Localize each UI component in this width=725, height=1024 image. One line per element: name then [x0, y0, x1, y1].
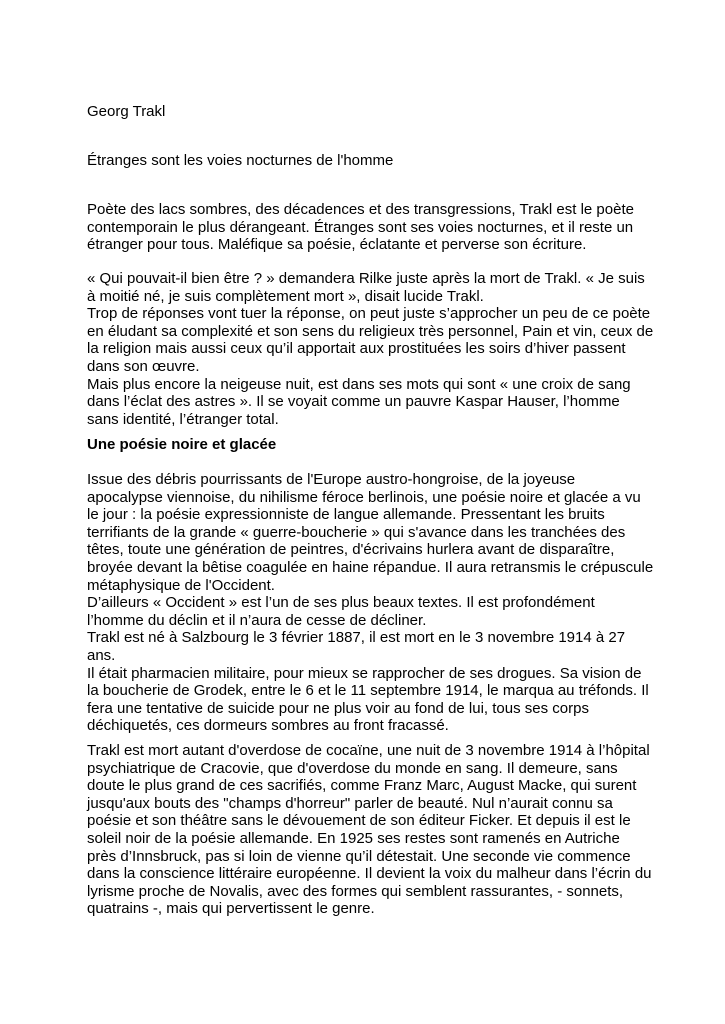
text-line: lyrisme proche de Novalis, avec des formes qui semblent rassurantes, - sonnets, [87, 882, 624, 900]
text-line: Trop de réponses vont tuer la réponse, on peut juste s’approcher un peu de ce poète [87, 305, 651, 323]
text-line: fera une tentative de suicide pour ne plus voir au fond de lui, tous ses corps [87, 699, 589, 717]
text-line: en éludant sa complexité et son sens du religieux très personnel, Pain et vin, ceux de [87, 322, 654, 340]
text-line: psychiatrique de Cracovie, que d'overdose du monde en sang. Il demeure, sans [87, 759, 618, 777]
intro-paragraph [87, 201, 687, 254]
text-line: Trakl est mort autant d'overdose de cocaïne, une nuit de 3 novembre 1914 à l’hôpital [87, 742, 650, 759]
text-line: apocalypse viennoise, du nihilisme féroce berlinois, une poésie noire et glacée a vu [87, 488, 641, 506]
text-line: étranger pour tous. Maléfique sa poésie, éclatante et perverse son écriture. [87, 236, 587, 254]
text-line: dans la conscience littéraire européenne. Il devient la voix du malheur dans l’écrin du [87, 865, 652, 883]
text-line: Issue des débris pourrissants de l'Europe austro-hongroise, de la joyeuse [87, 471, 576, 488]
text-line: poésie et son théâtre sans le dévouement de son éditeur Ficker. Et depuis il est le [87, 812, 631, 830]
text-line: le jour : la poésie expressionniste de langue allemande. Pressentant les bruits [87, 506, 605, 524]
text-line: ans. [87, 646, 116, 664]
section-paragraph [87, 471, 687, 735]
text-line: D’ailleurs « Occident » est l’un de ses plus beaux textes. Il est profondément [87, 594, 595, 612]
text-line: Poète des lacs sombres, des décadences et des transgressions, Trakl est le poète [87, 201, 634, 218]
document-title: Étranges sont les voies nocturnes de l'homme [87, 152, 394, 169]
text-line: à moitié né, je suis complètement mort », disait lucide Trakl. [87, 287, 484, 305]
text-line: déchiquetés, ces dormeurs sombres au front fracassé. [87, 717, 449, 735]
text-line: têtes, toute une génération de peintres, d'écrivains hurlera avant de disparaître, [87, 541, 615, 559]
text-line: sans identité, l’étranger total. [87, 410, 279, 428]
text-line: la boucherie de Grodek, entre le 6 et le 11 septembre 1914, le marqua au tréfonds. Il [87, 682, 649, 700]
death-paragraph [87, 742, 687, 918]
text-line: doute le plus grand de ces sacrifiés, comme Franz Marc, August Macke, qui surent [87, 777, 637, 795]
text-line: Mais plus encore la neigeuse nuit, est dans ses mots qui sont « une croix de sang [87, 375, 631, 393]
text-line: métaphysique de l'Occident. [87, 576, 275, 594]
section-heading: Une poésie noire et glacée [87, 436, 277, 453]
text-line: jusqu'aux bouts des "champs d'horreur" parler de beauté. Nul n’aurait connu sa [87, 794, 613, 812]
author-name: Georg Trakl [87, 103, 166, 120]
text-line: broyée devant la bêtise coagulée en haine répandue. Il aura retransmis le crépuscule [87, 558, 654, 576]
text-line: dans son œuvre. [87, 357, 200, 375]
text-line: dans l’éclat des astres ». Il se voyait comme un pauvre Kaspar Hauser, l’homme [87, 393, 620, 411]
text-line: près d’Innsbruck, pas si loin de vienne qu’il détestait. Une seconde vie commence [87, 847, 631, 865]
text-line: quatrains -, mais qui pervertissent le genre. [87, 900, 375, 918]
text-line: « Qui pouvait-il bien être ? » demandera Rilke juste après la mort de Trakl. « Je suis [87, 270, 645, 287]
text-line: soleil noir de la poésie allemande. En 1925 ses restes sont ramenés en Autriche [87, 829, 620, 847]
text-line: Il était pharmacien militaire, pour mieux se rapprocher de ses drogues. Sa vision de [87, 664, 642, 682]
text-line: terrifiants de la grande « guerre-boucherie » qui s'avance dans les tranchées des [87, 523, 626, 541]
text-line: Trakl est né à Salzbourg le 3 février 1887, il est mort en le 3 novembre 1914 à 27 [87, 629, 626, 647]
text-line: l’homme du déclin et il n’aura de cesse de décliner. [87, 611, 427, 629]
rilke-paragraph [87, 270, 687, 428]
text-line: contemporain le plus dérangeant. Étranges sont ses voies nocturnes, et il reste un [87, 218, 634, 236]
text-line: la religion mais aussi ceux qu’il apportait aux prostituées les soirs d’hiver passent [87, 340, 626, 358]
